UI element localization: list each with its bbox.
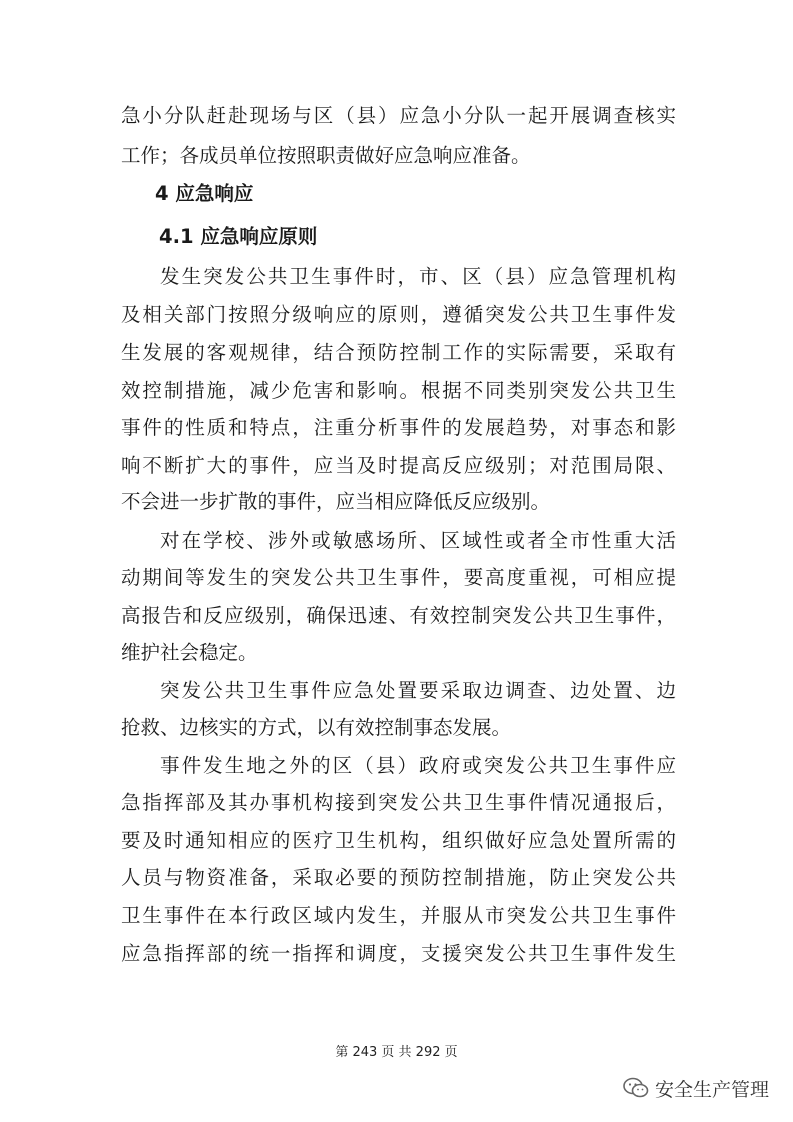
paragraph-line: 抢救、边核实的方式，以有效控制事态发展。 [121,716,512,739]
paragraph-line: 急指挥部及其办事机构接到突发公共卫生事件情况通报后， [121,791,676,814]
paragraph-line: 动期间等发生的突发公共卫生事件，要高度重视，可相应提 [121,566,676,589]
page-number: 第 243 页 共 292 页 [335,1045,458,1060]
paragraph-line: 效控制措施，减少危害和影响。根据不同类别突发公共卫生 [121,379,676,402]
paragraph-line: 生发展的客观规律，结合预防控制工作的实际需要，采取有 [121,341,676,364]
paragraph-line: 维护社会稳定。 [121,641,258,664]
paragraph-line: 人员与物资准备，采取必要的预防控制措施，防止突发公共 [121,866,676,889]
paragraph-line: 事件发生地之外的区（县）政府或突发公共卫生事件应 [160,754,676,777]
paragraph-line: 急小分队赶赴现场与区（县）应急小分队一起开展调查核实 [121,104,676,127]
wechat-icon [623,1077,649,1099]
brand-watermark [623,1074,769,1102]
paragraph-line: 高报告和反应级别，确保迅速、有效控制突发公共卫生事件， [121,604,676,627]
paragraph-line: 及相关部门按照分级响应的原则，遵循突发公共卫生事件发 [121,303,676,326]
paragraph-line: 突发公共卫生事件应急处置要采取边调查、边处置、边 [160,679,676,702]
brand-name: 安全生产管理 [654,1078,769,1101]
paragraph-line: 不会进一步扩散的事件，应当相应降低反应级别。 [121,490,551,513]
subsection-heading: 4.1 应急响应原则 [159,225,318,248]
paragraph-line: 响不断扩大的事件，应当及时提高反应级别；对范围局限、 [121,454,676,477]
paragraph-line: 发生突发公共卫生事件时，市、区（县）应急管理机构 [160,265,676,288]
paragraph-line: 要及时通知相应的医疗卫生机构，组织做好应急处置所需的 [121,829,676,852]
paragraph-line: 工作；各成员单位按照职责做好应急响应准备。 [121,144,531,167]
section-heading: 4 应急响应 [155,182,254,205]
paragraph-line: 应急指挥部的统一指挥和调度，支援突发公共卫生事件发生 [121,942,676,965]
paragraph-line: 事件的性质和特点，注重分析事件的发展趋势，对事态和影 [121,416,676,439]
paragraph-line: 对在学校、涉外或敏感场所、区域性或者全市性重大活 [160,529,676,552]
paragraph-line: 卫生事件在本行政区域内发生，并服从市突发公共卫生事件 [121,904,676,927]
